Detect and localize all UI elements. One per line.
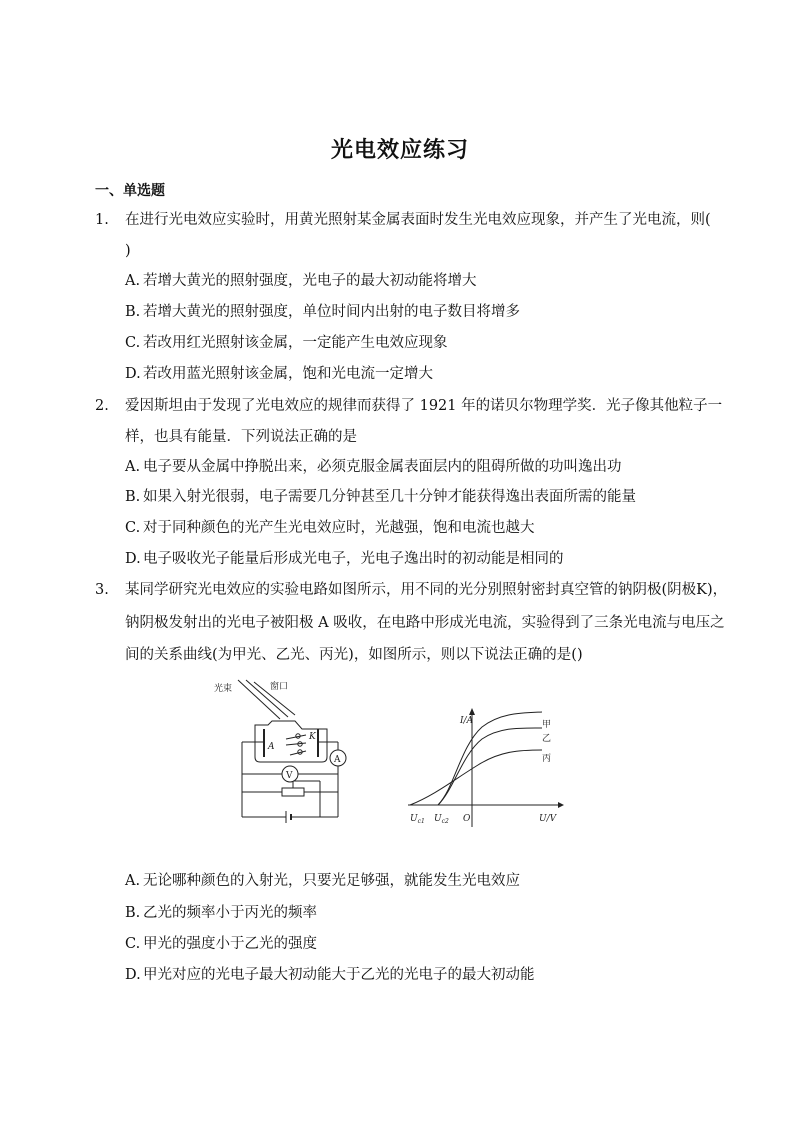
question-1-option-b[interactable] — [125, 302, 520, 322]
tick-label-main: U — [434, 814, 442, 824]
tick-label-main: U — [410, 814, 418, 824]
option-label: C. — [125, 520, 141, 536]
cathode-label: K — [309, 732, 316, 742]
question-1-option-a[interactable] — [125, 271, 477, 291]
section-heading: 一、单选题 — [95, 183, 165, 199]
ammeter-label: A — [334, 755, 341, 765]
option-label: B. — [125, 905, 141, 921]
anode-label: A — [268, 742, 275, 752]
question-3-option-c[interactable] — [125, 934, 317, 954]
option-text: 若增大黄光的照射强度，单位时间内出射的电子数目将增多 — [143, 304, 520, 320]
option-text: 若改用红光照射该金属，一定能产生电效应现象 — [143, 335, 448, 351]
electron-arrow — [286, 743, 306, 745]
option-label: D. — [125, 366, 141, 382]
circuit-diagram — [238, 680, 346, 823]
option-label: B. — [125, 304, 141, 320]
tick-label-sub: c1 — [417, 818, 425, 825]
option-text: 如果入射光很弱，电子需要几分钟甚至几十分钟才能获得逸出表面所需的能量 — [143, 489, 636, 505]
question-2-option-a[interactable] — [125, 457, 622, 477]
curve-yi — [438, 728, 542, 805]
rheostat — [282, 788, 304, 796]
question-2-stem-line-2: 样，也具有能量．下列说法正确的是 — [125, 429, 357, 445]
legend-label-yi: 乙 — [542, 734, 552, 744]
option-label: A. — [125, 459, 141, 475]
option-label: D. — [125, 551, 141, 567]
vacuum-tube — [255, 721, 327, 762]
tick-label-uc1 — [410, 814, 425, 825]
tick-label-sub: c2 — [441, 818, 449, 825]
question-1-stem-line-2: ) — [125, 243, 131, 259]
question-3-stem-line-2: 钠阴极发射出的光电子被阳极 A 吸收，在电路中形成光电流，实验得到了三条光电流与电压之 — [125, 615, 725, 631]
x-axis-arrow — [558, 802, 564, 808]
legend-label-bing: 丙 — [542, 754, 552, 764]
option-label: A. — [125, 273, 141, 289]
tick-label-origin: O — [463, 814, 471, 824]
curve-bing — [410, 750, 542, 805]
option-label: A. — [125, 873, 141, 889]
option-text: 乙光的频率小于丙光的频率 — [143, 905, 317, 921]
option-text: 若增大黄光的照射强度，光电子的最大初动能将增大 — [143, 273, 477, 289]
option-label: D. — [125, 967, 141, 983]
tick-label-uc2 — [434, 814, 449, 825]
beam-label: 光束 — [214, 684, 233, 694]
y-axis-arrow — [469, 708, 475, 715]
question-2-option-c[interactable] — [125, 518, 535, 538]
option-text: 甲光对应的光电子最大初动能大于乙光的光电子的最大初动能 — [143, 967, 535, 983]
question-2-stem-line-1: 爱因斯坦由于发现了光电效应的规律而获得了 1921 年的诺贝尔物理学奖．光子像其他粒子一 — [125, 398, 723, 414]
window-label: 窗口 — [270, 682, 289, 692]
option-label: C. — [125, 936, 141, 952]
question-3-stem-line-3: 间的关系曲线(为甲光、乙光、丙光)，如图所示，则以下说法正确的是() — [125, 647, 583, 663]
option-text: 无论哪种颜色的入射光，只要光足够强，就能发生光电效应 — [143, 873, 520, 889]
question-1-option-c[interactable] — [125, 333, 448, 353]
question-2-option-d[interactable] — [125, 549, 564, 569]
question-2-option-b[interactable] — [125, 487, 636, 507]
curves-group — [410, 712, 542, 805]
option-label: C. — [125, 335, 141, 351]
question-3-number: 3. — [95, 582, 109, 598]
option-text: 若改用蓝光照射该金属，饱和光电流一定增大 — [143, 366, 433, 382]
question-1-option-d[interactable] — [125, 364, 433, 384]
option-label: B. — [125, 489, 141, 505]
option-text: 对于同种颜色的光产生光电效应时，光越强，饱和电流也越大 — [143, 520, 535, 536]
question-3-option-d[interactable] — [125, 965, 535, 985]
option-text: 甲光的强度小于乙光的强度 — [143, 936, 317, 952]
question-1-number: 1. — [95, 212, 109, 228]
iu-graph — [408, 708, 564, 827]
question-3-option-a[interactable] — [125, 871, 520, 891]
question-3-option-b[interactable] — [125, 903, 317, 923]
page-title: 光电效应练习 — [330, 138, 469, 163]
question-3-stem-line-1: 某同学研究光电效应的实验电路如图所示，用不同的光分别照射密封真空管的钠阴极(阴极K)， — [125, 582, 728, 598]
x-axis-label: U/V — [539, 814, 557, 824]
question-3-figure — [210, 677, 590, 837]
voltmeter-label: V — [286, 771, 293, 781]
option-text: 电子要从金属中挣脱出来，必须克服金属表面层内的阻碍所做的功叫逸出功 — [143, 459, 622, 475]
option-text: 电子吸收光子能量后形成光电子，光电子逸出时的初动能是相同的 — [143, 551, 564, 567]
question-2-number: 2. — [95, 398, 109, 414]
question-1-stem-line-1: 在进行光电效应实验时，用黄光照射某金属表面时发生光电效应现象，并产生了光电流，则( — [125, 212, 711, 228]
legend-label-jia: 甲 — [542, 720, 552, 730]
y-axis-label: I/A — [460, 716, 474, 726]
